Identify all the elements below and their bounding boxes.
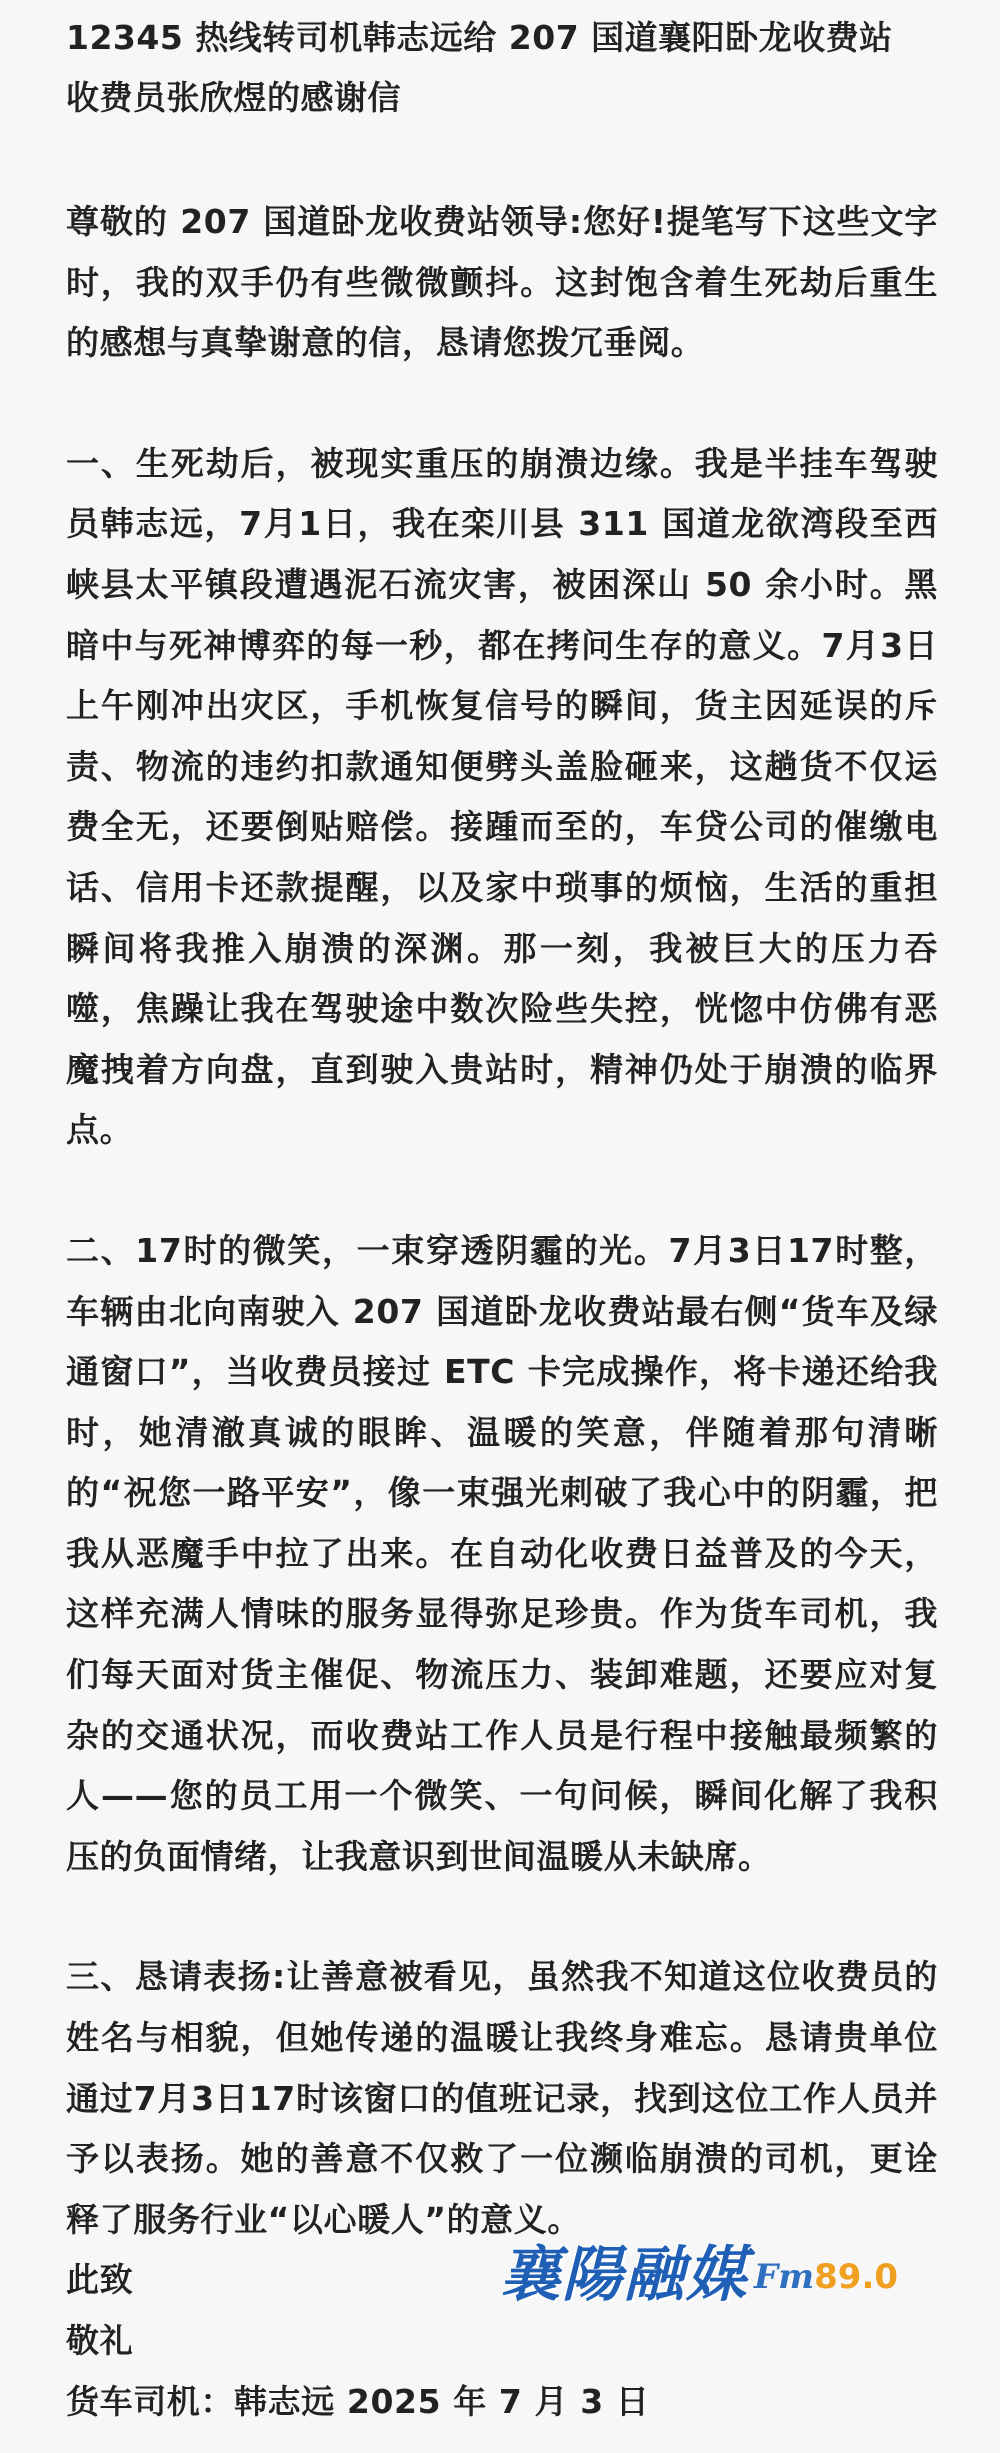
signature-line: 货车司机：韩志远 2025 年 7 月 3 日	[66, 2381, 650, 2421]
closing-regards: 敬礼	[66, 2321, 134, 2360]
spacer	[66, 128, 938, 192]
spacer	[66, 1161, 938, 1221]
watermark-frequency: 89.0	[814, 2257, 899, 2297]
closing-salutation: 此致	[66, 2260, 134, 2300]
paragraph-greeting: 尊敬的 207 国道卧龙收费站领导:您好!提笔写下这些文字时，我的双手仍有些微微颤抖。这封饱含着生死劫后重生的感想与真挚谢意的信，恳请您拨冗垂阅。	[66, 202, 938, 363]
paragraph-section-1: 一、生死劫后，被现实重压的崩溃边缘。我是半挂车驾驶员韩志远，7月1日，我在栾川县 311 国道龙欲湾段至西峡县太平镇段遭遇泥石流灾害，被困深山 50 余小时。黑暗中与死神博弈的每一秒，都在拷问生存的意义。7月3日上午刚冲出灾区，手机恢复信号的瞬间，货主因延误的斥责、物流的违约扣款通知便劈头盖脸砸来，这趟货不仅运费全无，还要倒贴赔偿。接踵而至的，车贷公司的催缴电话、信用卡还款提醒，以及家中琐事的烦恼，生活的重担瞬间将我推入崩溃的深渊。那一刻，我被巨大的压力吞噬，焦躁让我在驾驶途中数次险些失控，恍惚中仿佛有恶魔拽着方向盘，直到驶入贵站时，精神仍处于崩溃的临界点。	[66, 443, 938, 1150]
paragraph-section-3: 三、恳请表扬:让善意被看见，虽然我不知道这位收费员的姓名与相貌，但她传递的温暖让我终身难忘。恳请贵单位通过7月3日17时该窗口的值班记录，找到这位工作人员并予以表扬。她的善意不仅救了一位濒临崩溃的司机，更诠释了服务行业“以心暖人”的意义。	[66, 1957, 938, 2239]
spacer	[66, 1887, 938, 1947]
watermark-fm-label: Fm	[754, 2257, 815, 2297]
watermark-brand-name: 襄陽融媒	[500, 2240, 748, 2310]
paragraph-section-2: 二、17时的微笑，一束穿透阴霾的光。7月3日17时整，车辆由北向南驶入 207 国道卧龙收费站最右侧“货车及绿通窗口”，当收费员接过 ETC 卡完成操作，将卡递还给我时，她清澈真诚的眼眸、温暖的笑意，伴随着那句清晰的“祝您一路平安”，像一束强光刺破了我心中的阴霾，把我从恶魔手中拉了出来。在自动化收费日益普及的今天，这样充满人情味的服务显得弥足珍贵。作为货车司机，我们每天面对货主催促、物流压力、装卸难题，还要应对复杂的交通状况，而收费站工作人员是行程中接触最频繁的人——您的员工用一个微笑、一句问候，瞬间化解了我积压的负面情绪，让我意识到世间温暖从未缺席。	[66, 1230, 938, 1876]
spacer	[66, 374, 938, 434]
letter-title-line-2: 收费员张欣煜的感谢信	[66, 78, 401, 117]
letter-title-line-1: 12345 热线转司机韩志远给 207 国道襄阳卧龙收费站	[66, 18, 893, 57]
media-watermark-logo	[500, 2230, 940, 2310]
